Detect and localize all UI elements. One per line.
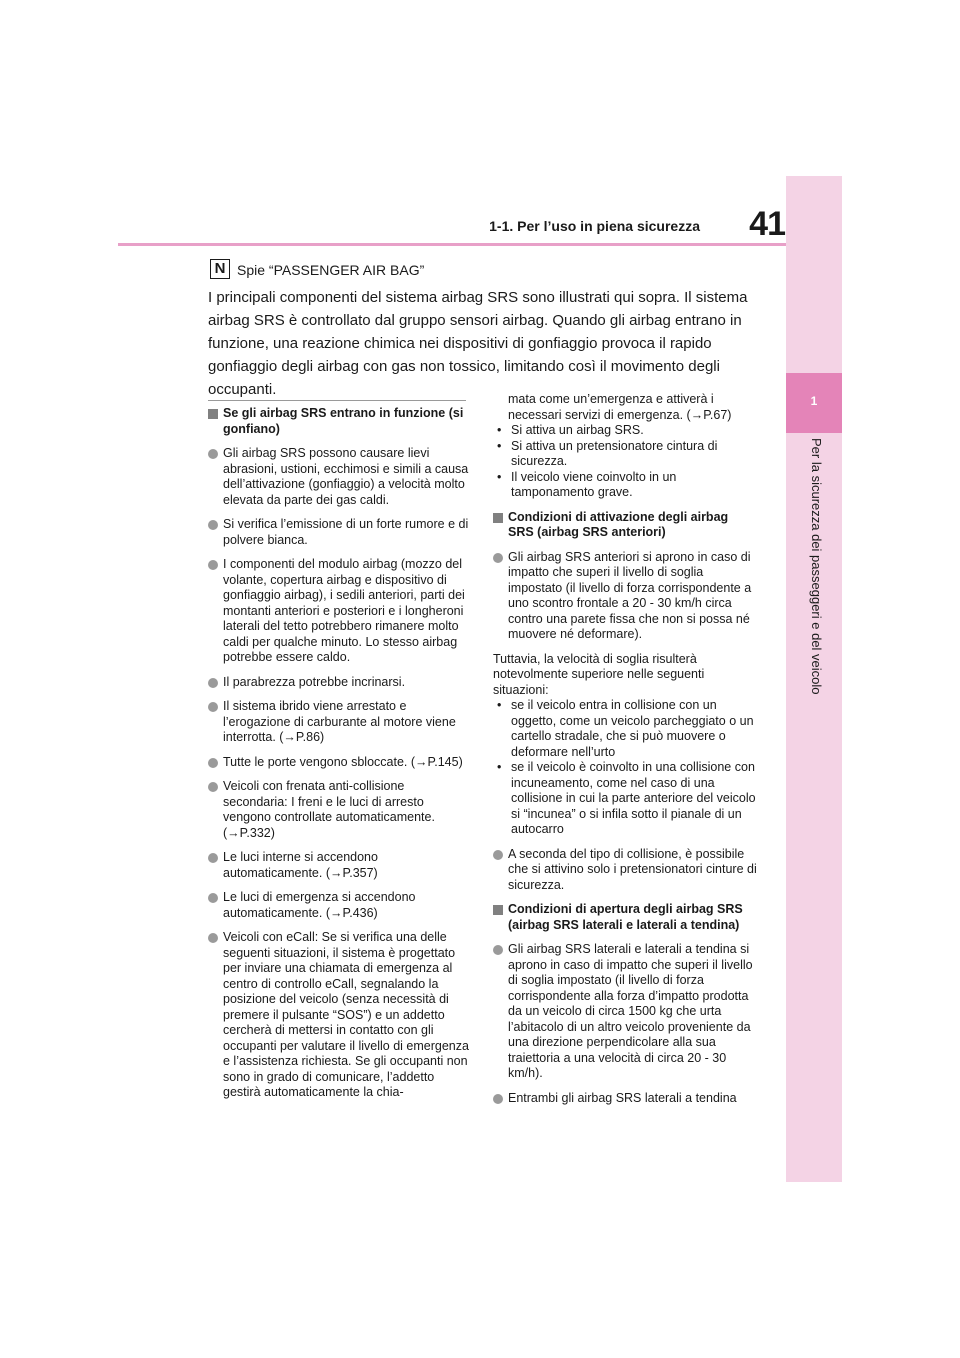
callout-heading: Spie “PASSENGER AIR BAG”	[237, 262, 425, 278]
left-column	[208, 406, 472, 1110]
list-item	[208, 699, 472, 746]
callout-badge: N	[210, 259, 230, 279]
square-bullet-icon	[493, 905, 503, 915]
page-number: 41	[749, 205, 785, 243]
bullet-text: se il veicolo entra in collisione con un oggetto, come un veicolo parcheggiato o un cartello stradale, che si può muovere o deformare nell’urto	[511, 698, 754, 759]
continued-text: mata come un’emergenza e attiverà i necessari servizi di emergenza. (→P.67)	[508, 392, 732, 422]
list-item	[208, 557, 472, 666]
list-item-text: Si verifica l’emissione di un forte rumore e di polvere bianca.	[223, 517, 469, 547]
list-item	[493, 942, 757, 1082]
square-bullet-icon	[493, 513, 503, 523]
subhead-text: Condizioni di attivazione degli airbag SRS (airbag SRS anteriori)	[508, 509, 729, 539]
list-item	[208, 675, 472, 691]
subhead-text: Condizioni di apertura degli airbag SRS (airbag SRS laterali e laterali a tendina)	[508, 902, 743, 932]
chapter-title: Per la sicurezza dei passeggeri e del veicolo	[809, 438, 824, 695]
intro-paragraph: I principali componenti del sistema airbag SRS sono illustrati qui sopra. Il sistema airbag SRS è controllato dal gruppo sensori airbag. Quando gli airbag entrano in funzione, una reazione chimica nei dispositivi di gonfiaggio provoca il rapido gonfiaggio degli airbag con gas non tossico, limitando così il movimento degli occupanti.	[208, 289, 748, 398]
circle-bullet-icon	[493, 553, 503, 563]
subhead-side-airbags	[493, 902, 757, 933]
bullet-text: Il veicolo viene coinvolto in un tamponamento grave.	[511, 469, 677, 499]
dot-bullet-icon: •	[497, 469, 502, 484]
list-item-text: I componenti del modulo airbag (mozzo del volante, copertura airbag e dispositivo di gonfiaggio airbag), i sedili anteriori, parti dei montanti anteriori e posteriori e i longheroni laterali del tetto potrebbero rimanere molto caldi per qualche minuto. Lo stesso airbag potrebbe essere caldo.	[223, 557, 465, 664]
dot-bullet-icon: •	[497, 423, 502, 437]
dot-bullet-icon: •	[497, 760, 502, 774]
right-column	[493, 392, 757, 1115]
list-item	[208, 890, 472, 921]
circle-bullet-icon	[208, 893, 218, 903]
circle-bullet-icon	[208, 702, 218, 712]
list-item-text: Il sistema ibrido viene arrestato e l’erogazione di carburante al motore viene interrotta. (→P.86)	[223, 699, 456, 744]
circle-bullet-icon	[493, 945, 503, 955]
circle-bullet-icon	[208, 449, 218, 459]
ecall-bullet	[493, 439, 757, 470]
dot-bullet-icon: •	[497, 438, 502, 453]
list-item-text: Entrambi gli airbag SRS laterali a tendina	[508, 1090, 737, 1105]
list-item-text: Gli airbag SRS possono causare lievi abrasioni, ustioni, ecchimosi e simili a causa dell’attivazione (gonfiaggio) a velocità molto elevata da parte dei gas caldi.	[223, 446, 469, 507]
list-item-text: Gli airbag SRS laterali e laterali a tendina si aprono in caso di impatto che superi il livello di soglia impostato (il livello di forza corrispondente alla forza d’impatto prodotta da un veicolo di circa 1500 kg che urta l’abitacolo di un altro veicolo proveniente da una direzione perpendicolare alla sua traiettoria a una velocità di circa 20 - 30 km/h).	[508, 942, 753, 1080]
circle-bullet-icon	[493, 850, 503, 860]
circle-bullet-icon	[208, 520, 218, 530]
circle-bullet-icon	[208, 853, 218, 863]
circle-bullet-icon	[208, 782, 218, 792]
list-item	[493, 847, 757, 894]
list-item-text: Le luci di emergenza si accendono automaticamente. (→P.436)	[223, 890, 416, 920]
situation-bullet	[493, 760, 757, 838]
section-title: 1-1. Per l’uso in piena sicurezza	[489, 218, 700, 234]
list-item	[208, 446, 472, 508]
column-divider	[208, 400, 466, 401]
ecall-bullet	[493, 423, 757, 439]
circle-bullet-icon	[208, 758, 218, 768]
list-item	[208, 779, 472, 841]
list-item	[493, 1091, 757, 1107]
bullet-text: Si attiva un airbag SRS.	[511, 423, 644, 437]
list-item-text: Gli airbag SRS anteriori si aprono in caso di impatto che superi il livello di soglia impostato (il livello di forza corrispondente a uno scontro frontale a 20 - 30 km/h circa contro una parete fissa che non si possa né muovere né deformare).	[508, 549, 752, 641]
dot-bullet-icon: •	[497, 698, 502, 712]
list-item-text: Veicoli con frenata anti-collisione secondaria: I freni e le luci di arresto vengono controllate automaticamente. (→P.332)	[223, 779, 435, 840]
subhead-text: Se gli airbag SRS entrano in funzione (si gonfiano)	[223, 406, 464, 436]
list-item	[208, 850, 472, 881]
ecall-bullet	[493, 470, 757, 501]
list-item-text: Le luci interne si accendono automaticamente. (→P.357)	[223, 850, 378, 880]
situation-bullet	[493, 698, 757, 760]
list-item	[208, 930, 472, 1101]
circle-bullet-icon	[208, 678, 218, 688]
list-item	[208, 517, 472, 548]
circle-bullet-icon	[493, 1094, 503, 1104]
subhead-front-airbags	[493, 510, 757, 541]
list-item-text: Veicoli con eCall: Se si verifica una delle seguenti situazioni, il sistema è progettato per inviare una chiamata di emergenza al centro di controllo eCall, segnalando la posizione del veicolo (senza necessità di premere il pulsante “SOS”) e un addetto cercherà di mettersi in contatto con gli occupanti per valutare il livello di emergenza e l’assistenza richiesta. Se gli occupanti non sono in grado di comunicare, l’addetto gestirà automaticamente la chia-	[223, 930, 469, 1099]
bullet-text: Si attiva un pretensionatore cintura di sicurezza.	[511, 438, 718, 468]
bullet-text: se il veicolo è coinvolto in una collisione con incuneamento, come nel caso di una collisione in cui la parte anteriore del veicolo si “incunea” o si infila sotto il pianale di un autocarro	[511, 760, 756, 836]
circle-bullet-icon	[208, 933, 218, 943]
list-item	[493, 550, 757, 643]
subhead-inflation	[208, 406, 472, 437]
threshold-note: Tuttavia, la velocità di soglia risulterà notevolmente superiore nelle seguenti situazioni:	[493, 651, 705, 697]
chapter-number: 1	[810, 394, 818, 408]
list-item-text: A seconda del tipo di collisione, è possibile che si attivino solo i pretensionatori cinture di sicurezza.	[508, 846, 757, 892]
list-item-text: Il parabrezza potrebbe incrinarsi.	[223, 674, 406, 689]
square-bullet-icon	[208, 409, 218, 419]
header-rule	[118, 243, 786, 246]
list-item	[208, 755, 472, 771]
list-item-text: Tutte le porte vengono sbloccate. (→P.145)	[223, 754, 463, 769]
circle-bullet-icon	[208, 560, 218, 570]
